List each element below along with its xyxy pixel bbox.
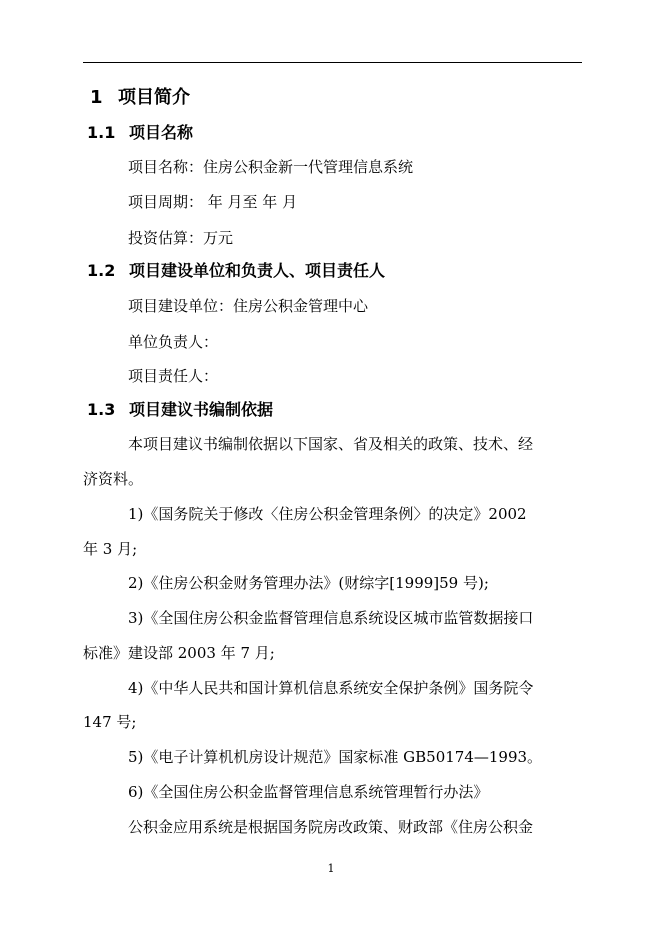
section-heading-1 <box>90 89 190 107</box>
project-name-line: 项目名称：住房公积金新一代管理信息系统 <box>128 158 414 176</box>
reference-4-line-2: 147 号; <box>83 713 137 731</box>
basis-intro-line-1: 本项目建议书编制依据以下国家、省及相关的政策、技术、经 <box>128 435 534 453</box>
reference-5: 5)《电子计算机机房设计规范》国家标准 GB50174—1993。 <box>128 748 543 766</box>
header-rule <box>83 62 582 63</box>
reference-2: 2)《住房公积金财务管理办法》(财综字[1999]59 号); <box>128 574 489 592</box>
section-title: 项目简介 <box>118 87 190 108</box>
section-title: 项目建议书编制依据 <box>129 400 274 419</box>
reference-3-line-2: 标准》建设部 2003 年 7 月; <box>83 644 275 662</box>
closing-paragraph-line: 公积金应用系统是根据国务院房改政策、财政部《住房公积金 <box>128 818 534 836</box>
reference-4-line-1: 4)《中华人民共和国计算机信息系统安全保护条例》国务院令 <box>128 679 534 697</box>
basis-intro-line-2: 济资料。 <box>83 470 144 488</box>
reference-6: 6)《全国住房公积金监督管理信息系统管理暂行办法》 <box>128 783 489 801</box>
unit-leader-line: 单位负责人： <box>128 333 219 351</box>
reference-1-line-1: 1)《国务院关于修改〈住房公积金管理条例〉的决定》2002 <box>128 505 527 523</box>
project-leader-line: 项目责任人： <box>128 367 219 385</box>
section-number: 1.3 <box>87 400 116 419</box>
reference-1-line-2: 年 3 月; <box>83 540 138 558</box>
section-heading-1-3 <box>87 401 273 419</box>
builder-line: 项目建设单位：住房公积金管理中心 <box>128 297 369 315</box>
section-number: 1 <box>90 87 103 108</box>
page-number: 1 <box>327 862 335 875</box>
project-period-line: 项目周期： 年 月至 年 月 <box>128 193 298 211</box>
investment-line: 投资估算：万元 <box>128 229 234 247</box>
section-number: 1.1 <box>87 123 116 142</box>
section-title: 项目建设单位和负责人、项目责任人 <box>129 261 386 280</box>
section-heading-1-2 <box>87 262 385 280</box>
reference-3-line-1: 3)《全国住房公积金监督管理信息系统设区城市监管数据接口 <box>128 609 534 627</box>
section-title: 项目名称 <box>129 123 194 142</box>
section-heading-1-1 <box>87 124 193 142</box>
section-number: 1.2 <box>87 261 116 280</box>
